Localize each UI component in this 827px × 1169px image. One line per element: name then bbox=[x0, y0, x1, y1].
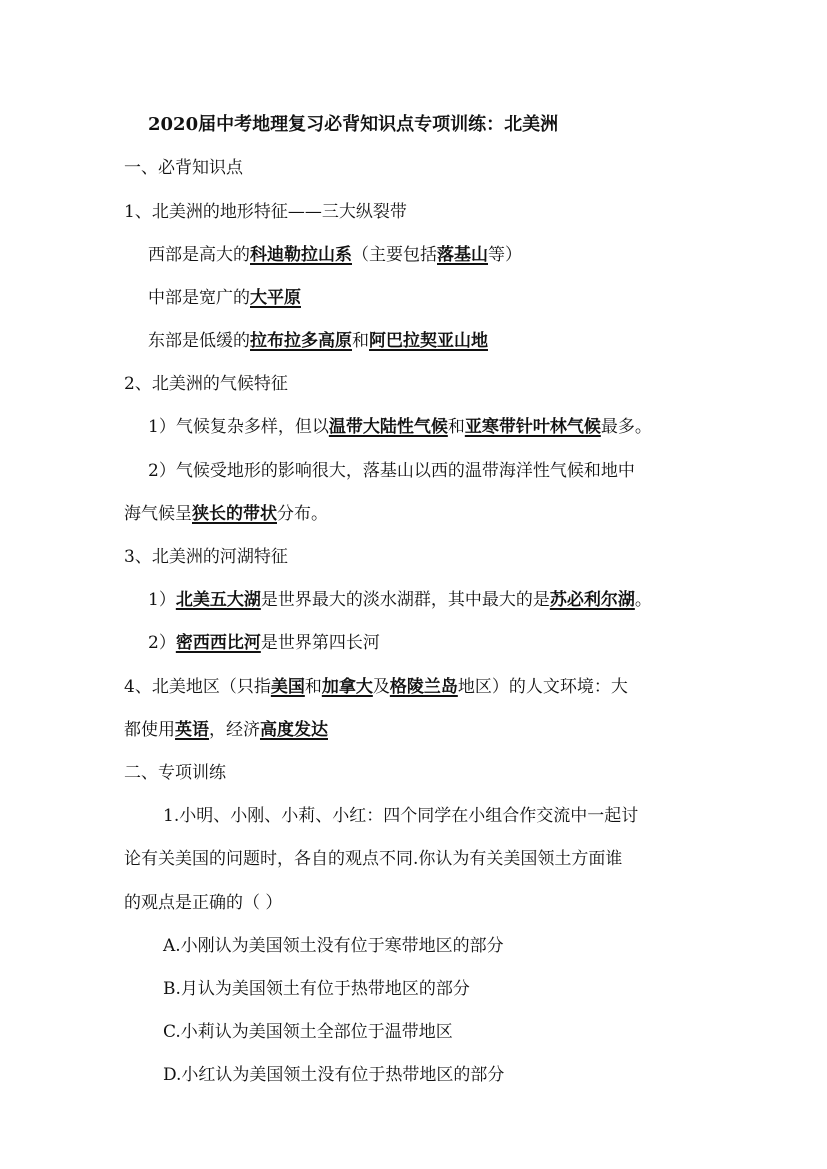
text: 。 bbox=[634, 590, 652, 610]
topic-heading-rivers-lakes: 3、北美洲的河湖特征 bbox=[124, 547, 288, 567]
text: 地区）的人文环境：大 bbox=[457, 677, 628, 697]
text: 4、北美地区（只指 bbox=[124, 677, 271, 697]
human-environment-line1 bbox=[124, 675, 628, 699]
keyword: 落基山 bbox=[437, 245, 488, 265]
terrain-west bbox=[148, 243, 522, 267]
keyword: 拉布拉多高原 bbox=[250, 331, 352, 351]
text: 是世界第四长河 bbox=[260, 633, 380, 653]
text: 是世界最大的淡水湖群，其中最大的是 bbox=[260, 590, 550, 610]
text: 中部是宽广的 bbox=[148, 288, 250, 308]
keyword: 亚寒带针叶林气候 bbox=[464, 417, 601, 437]
text: 分布。 bbox=[277, 504, 328, 524]
section-heading-practice: 二、专项训练 bbox=[124, 763, 226, 783]
keyword: 高度发达 bbox=[260, 720, 328, 740]
question-1-option-a: A.小刚认为美国领土没有位于寒带地区的部分 bbox=[163, 936, 504, 956]
text: 等） bbox=[488, 245, 522, 265]
text: （主要包括 bbox=[352, 245, 437, 265]
text: 西部是高大的 bbox=[148, 245, 250, 265]
section-heading-knowledge: 一、必背知识点 bbox=[124, 158, 243, 178]
question-1-option-c: C.小莉认为美国领土全部位于温带地区 bbox=[163, 1022, 453, 1042]
terrain-middle bbox=[148, 286, 301, 310]
keyword: 格陵兰岛 bbox=[389, 677, 458, 697]
question-1-line3: 的观点是正确的（ ） bbox=[124, 893, 283, 913]
keyword: 密西西比河 bbox=[175, 633, 261, 653]
keyword: 温带大陆性气候 bbox=[328, 417, 448, 437]
text: 东部是低缓的 bbox=[148, 331, 250, 351]
text: 1）气候复杂多样，但以 bbox=[148, 417, 329, 437]
text: 2） bbox=[148, 633, 176, 653]
text: 和 bbox=[447, 417, 465, 437]
keyword: 狭长的带状 bbox=[192, 504, 277, 524]
keyword: 阿巴拉契亚山地 bbox=[369, 331, 488, 351]
text: 最多。 bbox=[600, 417, 652, 437]
document-title: 2020届中考地理复习必背知识点专项训练：北美洲 bbox=[148, 114, 559, 135]
river-point bbox=[148, 631, 380, 655]
human-environment-line2 bbox=[124, 718, 328, 742]
question-1-option-b: B.月认为美国领土有位于热带地区的部分 bbox=[163, 979, 470, 999]
question-1-line2: 论有关美国的问题时，各自的观点不同.你认为有关美国领土方面谁 bbox=[124, 849, 623, 869]
topic-heading-terrain: 1、北美洲的地形特征——三大纵裂带 bbox=[124, 202, 407, 222]
keyword: 科迪勒拉山系 bbox=[250, 245, 352, 265]
keyword: 美国 bbox=[270, 677, 305, 697]
text: ，经济 bbox=[209, 720, 260, 740]
keyword: 加拿大 bbox=[321, 677, 373, 697]
terrain-east bbox=[148, 329, 488, 353]
keyword: 北美五大湖 bbox=[175, 590, 261, 610]
keyword: 大平原 bbox=[250, 288, 301, 308]
text: 都使用 bbox=[124, 720, 175, 740]
climate-point-1 bbox=[148, 415, 652, 439]
text: 和 bbox=[352, 331, 369, 351]
question-1-option-d: D.小红认为美国领土没有位于热带地区的部分 bbox=[163, 1065, 505, 1085]
keyword: 苏必利尔湖 bbox=[549, 590, 635, 610]
lakes-point bbox=[148, 588, 652, 612]
text: 及 bbox=[372, 677, 390, 697]
climate-point-2-line1: 2）气候受地形的影响很大，落基山以西的温带海洋性气候和地中 bbox=[148, 461, 635, 481]
climate-point-2-line2 bbox=[124, 502, 328, 526]
topic-heading-climate: 2、北美洲的气候特征 bbox=[124, 374, 288, 394]
text: 和 bbox=[304, 677, 322, 697]
question-1-line1: 1.小明、小刚、小莉、小红：四个同学在小组合作交流中一起讨 bbox=[163, 806, 639, 826]
keyword: 英语 bbox=[175, 720, 209, 740]
text: 1） bbox=[148, 590, 176, 610]
text: 海气候呈 bbox=[124, 504, 192, 524]
